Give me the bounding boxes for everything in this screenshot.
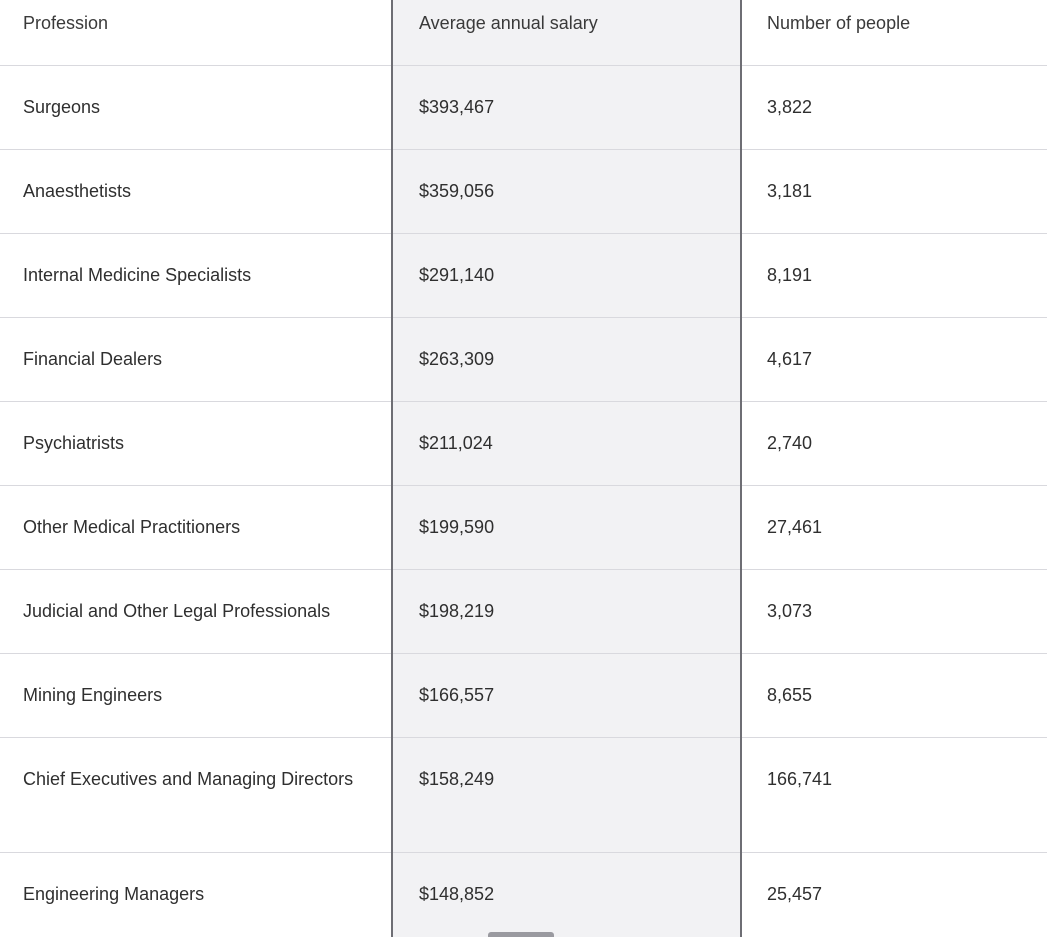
header-row [0,0,1047,66]
salary-cell: $211,024 [392,402,741,486]
salary-cell: $263,309 [392,318,741,402]
people-cell: 3,181 [741,150,1047,234]
profession-cell: Internal Medicine Specialists [0,234,392,318]
people-cell: 8,191 [741,234,1047,318]
table-row [0,486,1047,570]
profession-cell: Engineering Managers [23,884,205,904]
profession-cell: Judicial and Other Legal Professionals [0,570,392,654]
column-header-profession: Profession [0,0,392,66]
salary-cell: $199,590 [392,486,741,570]
table-row [0,738,1047,853]
salary-cell: $166,557 [392,654,741,738]
salary-cell: $158,249 [392,738,741,853]
column-header-salary: Average annual salary [392,0,741,66]
table-row [0,318,1047,402]
salary-cell: $393,467 [392,66,741,150]
people-cell: 2,740 [741,402,1047,486]
people-cell: 25,457 [767,884,823,904]
table-row [0,654,1047,738]
table-header [0,0,1047,66]
table-row [0,150,1047,234]
salary-cell: $198,219 [392,570,741,654]
table-row [0,402,1047,486]
people-cell: 3,073 [741,570,1047,654]
profession-cell: Mining Engineers [0,654,392,738]
profession-cell: Surgeons [0,66,392,150]
table-body [0,66,1047,937]
profession-cell: Anaesthetists [0,150,392,234]
profession-cell: Financial Dealers [0,318,392,402]
people-cell: 3,822 [741,66,1047,150]
salary-cell: $291,140 [392,234,741,318]
people-cell: 27,461 [741,486,1047,570]
table-row [0,234,1047,318]
profession-cell: Psychiatrists [0,402,392,486]
horizontal-scrollbar-thumb[interactable] [488,932,554,937]
people-cell: 166,741 [741,738,1047,853]
profession-cell: Chief Executives and Managing Directors [0,738,392,853]
table-row [0,853,1047,937]
profession-cell: Other Medical Practitioners [0,486,392,570]
salary-cell: $359,056 [392,150,741,234]
people-cell: 4,617 [741,318,1047,402]
column-header-people: Number of people [741,0,1047,66]
table-row [0,570,1047,654]
salary-cell: $148,852 [392,853,741,937]
people-cell: 8,655 [741,654,1047,738]
table-row [0,66,1047,150]
